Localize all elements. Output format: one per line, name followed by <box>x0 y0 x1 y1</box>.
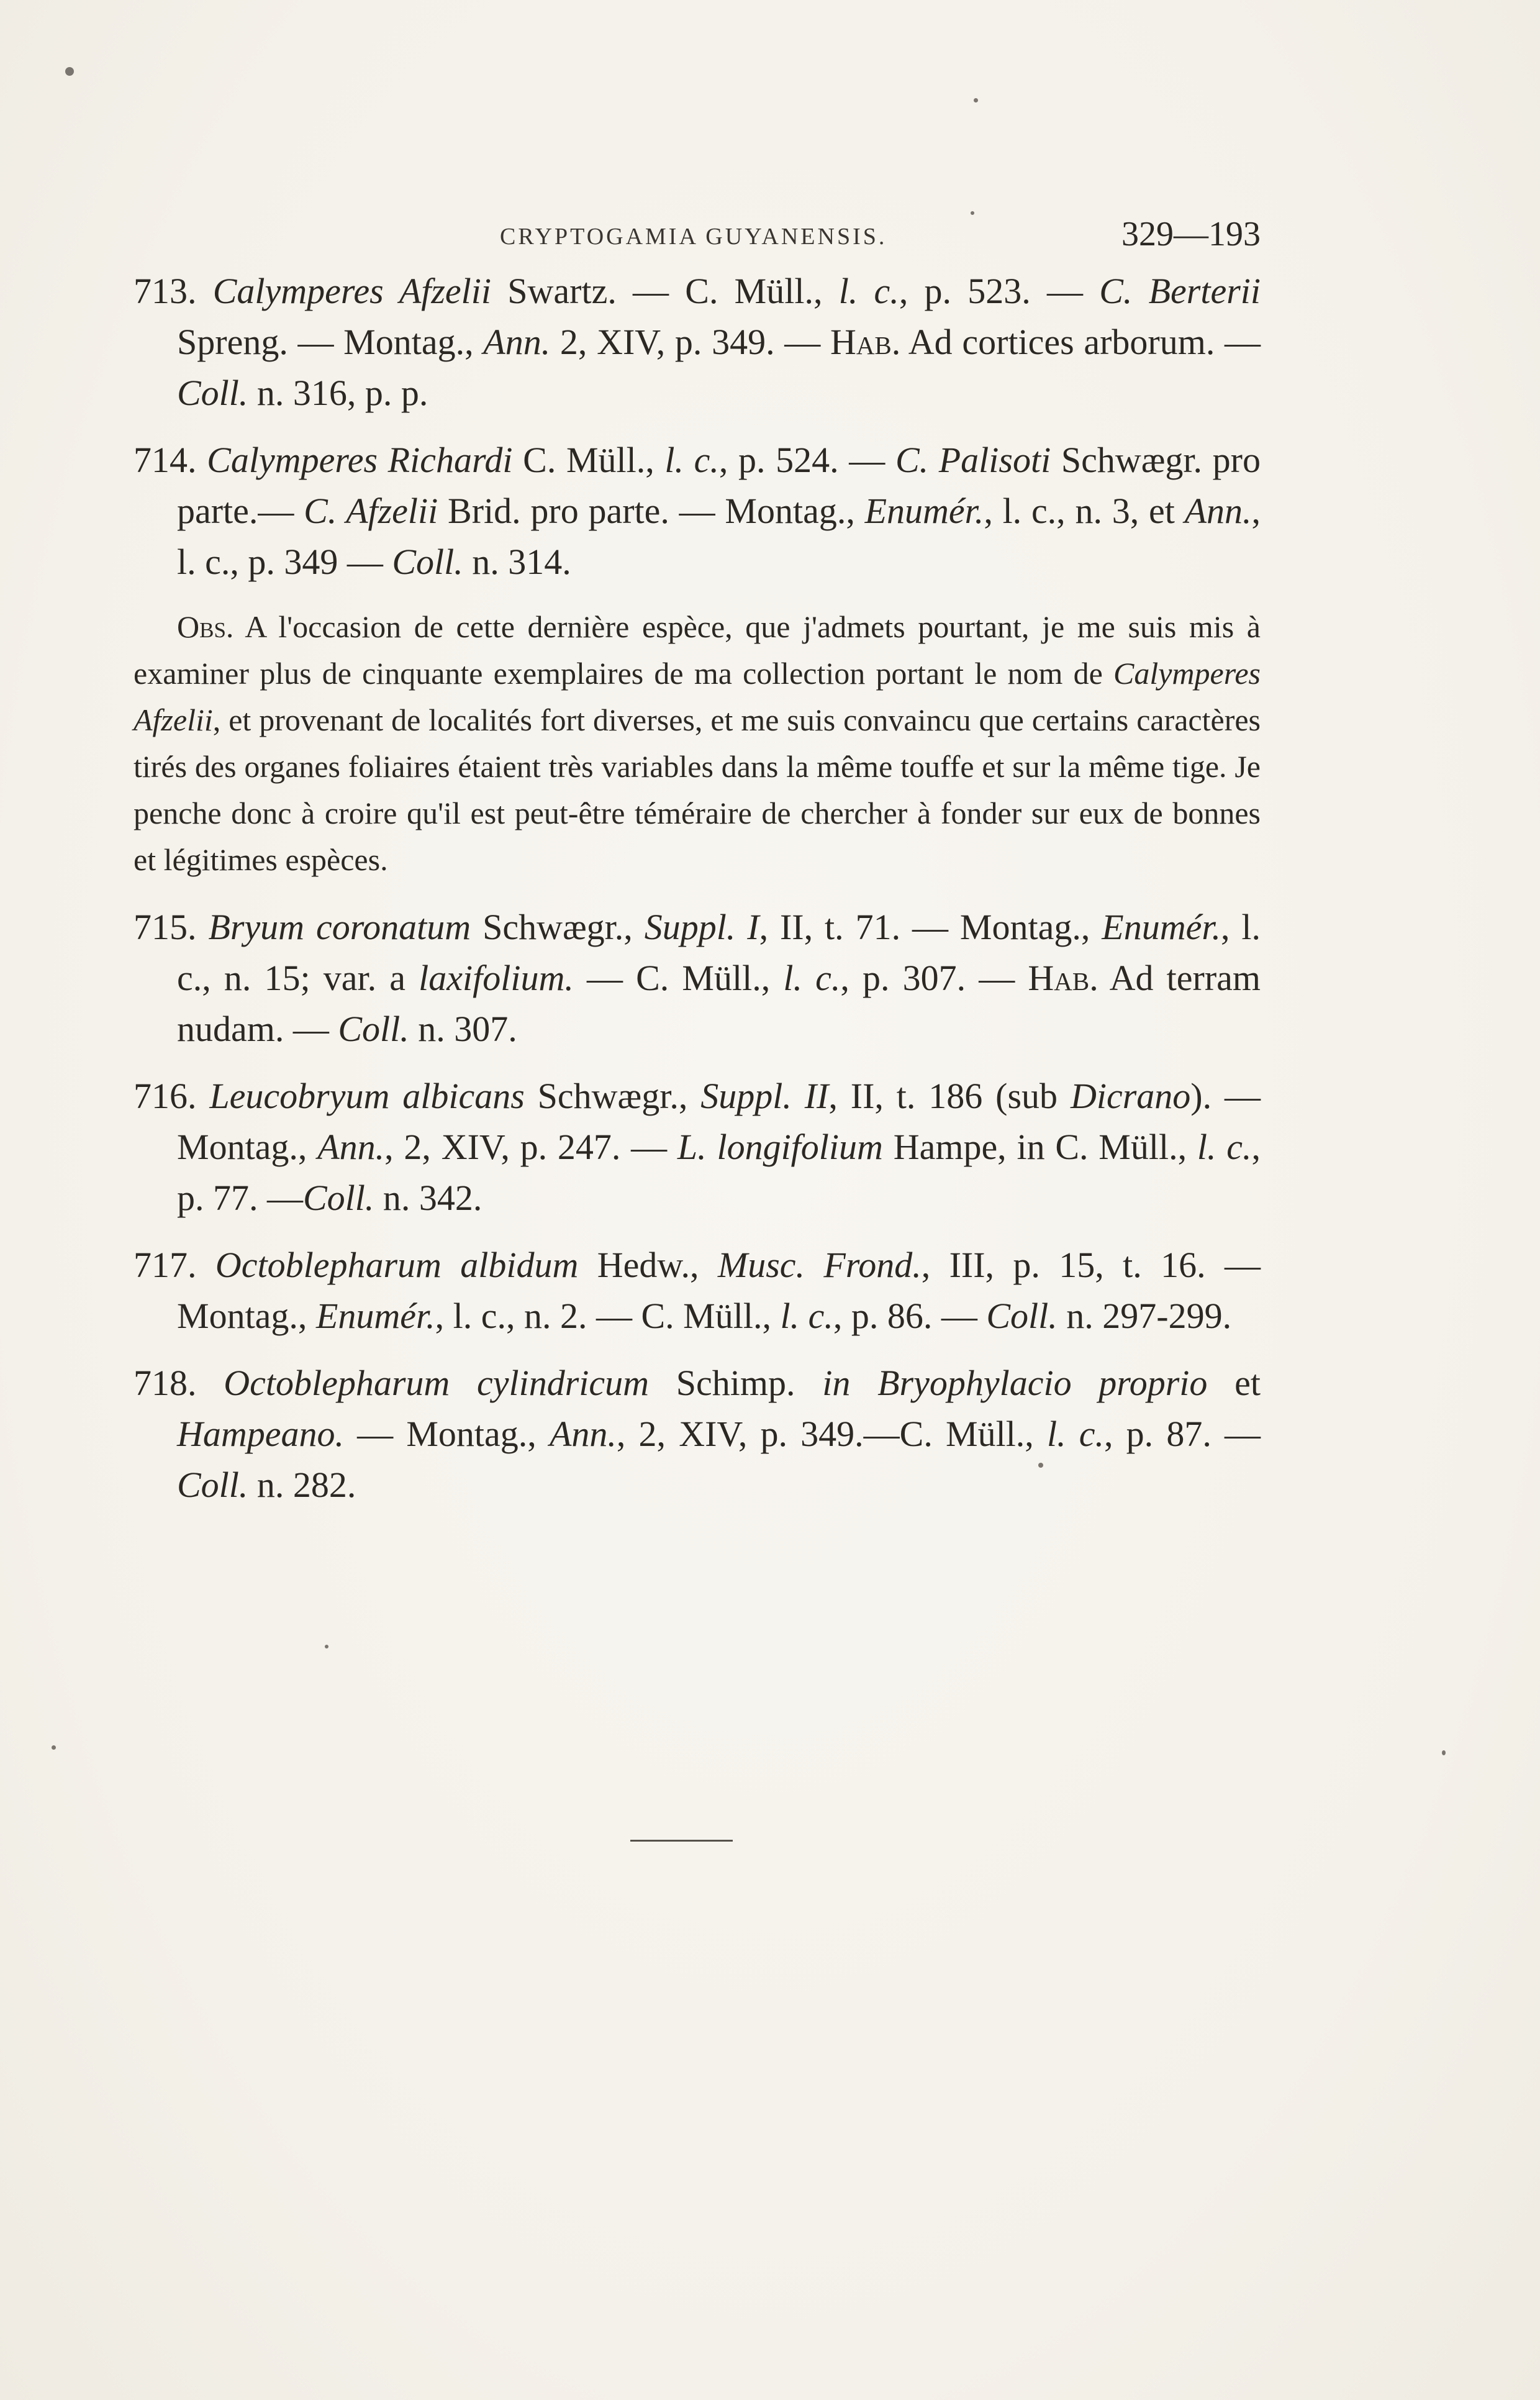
page-number: 329—193 <box>1121 215 1261 253</box>
text-run: , p. 77. — <box>177 1127 1261 1218</box>
text-run: Ad terram nudam. — <box>177 958 1261 1049</box>
text-run: 2, XIV, p. 349. — <box>550 322 830 362</box>
text-run: , 2, XIV, p. 349.—C. Müll., <box>616 1414 1047 1454</box>
species-entry <box>134 266 1261 419</box>
end-rule <box>630 1840 733 1842</box>
text-run: ). — Montag., <box>177 1076 1261 1167</box>
text-run: n. 314. <box>463 542 571 582</box>
ink-speck <box>325 1645 328 1648</box>
text-run: A l'occasion de cette dernière espèce, que j'admets pourtant, je me suis mis à examiner plus de cinquante exemplaires de ma collection portant le nom de <box>134 609 1261 691</box>
species-entry <box>134 1071 1261 1224</box>
running-title: CRYPTOGAMIA GUYANENSIS. <box>500 224 887 250</box>
entry-number: 718. <box>134 1363 197 1403</box>
italic-text: Coll. <box>177 373 248 413</box>
observation-note <box>134 604 1261 883</box>
italic-text: Enumér. <box>1102 907 1221 947</box>
italic-text: Musc. Frond. <box>717 1245 922 1285</box>
species-entry <box>134 902 1261 1055</box>
italic-text: Coll. <box>177 1465 248 1505</box>
italic-text: Coll. <box>338 1009 409 1049</box>
italic-text: Coll. <box>986 1296 1058 1336</box>
italic-text: in Bryophylacio proprio <box>822 1363 1208 1403</box>
text-run: Schwægr. pro parte.— <box>177 440 1261 531</box>
italic-text: Octoblepharum cylindricum <box>224 1363 650 1403</box>
italic-text: Dicrano <box>1070 1076 1191 1116</box>
italic-text: Bryum coronatum <box>208 907 471 947</box>
ink-speck <box>971 211 974 215</box>
text-run <box>197 440 207 480</box>
small-caps-text: Obs. <box>177 609 234 644</box>
text-run: n. 297-299. <box>1057 1296 1232 1336</box>
text-run: et <box>1207 1363 1261 1403</box>
italic-text: Enumér. <box>864 491 984 531</box>
text-run: , p. 87. — <box>1104 1414 1261 1454</box>
text-run: , II, t. 186 (sub <box>828 1076 1071 1116</box>
italic-text: Ann. <box>1184 491 1252 531</box>
text-run: C. Müll., <box>512 440 665 480</box>
text-run: Schwægr., <box>471 907 645 947</box>
text-run: , et provenant de localités fort diverses, et me suis convaincu que certains caractères tirés des organes foliaires étaient très variables dans la même touffe et sur la même tige. Je penche donc à croire qu'il est peut-être téméraire de chercher à fonder sur eux de bonnes et légitimes espèces. <box>134 702 1261 877</box>
italic-text: L. longifolium <box>677 1127 883 1167</box>
species-entry <box>134 1240 1261 1342</box>
entry-number: 715. <box>134 907 197 947</box>
ink-speck <box>52 1745 56 1750</box>
small-caps-text: Hab. <box>830 322 901 362</box>
italic-text: Suppl. II <box>700 1076 829 1116</box>
italic-text: Octoblepharum albidum <box>215 1245 579 1285</box>
text-run: n. 316, p. p. <box>248 373 428 413</box>
italic-text: l. c. <box>664 440 719 480</box>
italic-text: l. c. <box>783 958 841 998</box>
text-run <box>197 271 213 311</box>
text-run: , l. c., p. 349 — <box>177 491 1261 582</box>
text-run: — Montag., <box>344 1414 550 1454</box>
text-run: , l. c., n. 2. — C. Müll., <box>435 1296 781 1336</box>
italic-text: Hampeano. <box>177 1414 345 1454</box>
ink-speck <box>1442 1750 1446 1755</box>
text-run: , l. c., n. 3, et <box>984 491 1185 531</box>
italic-text: Leucobryum albicans <box>209 1076 525 1116</box>
ink-speck <box>974 98 978 102</box>
italic-text: laxifolium. <box>419 958 574 998</box>
text-run <box>197 1363 224 1403</box>
text-run: , p. 86. — <box>833 1296 987 1336</box>
small-caps-text: Hab. <box>1028 958 1098 998</box>
text-run: , III, p. 15, t. 16. — Montag., <box>177 1245 1261 1336</box>
species-entry <box>134 1358 1261 1511</box>
italic-text: l. c. <box>780 1296 833 1336</box>
ink-speck <box>65 67 74 76</box>
text-run <box>197 1245 215 1285</box>
italic-text: Enumér. <box>315 1296 435 1336</box>
italic-text: C. Berterii <box>1099 271 1261 311</box>
text-run: n. 342. <box>374 1178 482 1218</box>
italic-text: Coll. <box>392 542 463 582</box>
entry-number: 717. <box>134 1245 197 1285</box>
text-run: Schwægr., <box>524 1076 701 1116</box>
italic-text: Calymperes Richardi <box>207 440 513 480</box>
text-run <box>197 1076 210 1116</box>
text-run: n. 307. <box>409 1009 517 1049</box>
text-run: Swartz. — C. Müll., <box>491 271 839 311</box>
italic-text: Suppl. I <box>644 907 759 947</box>
entry-number: 716. <box>134 1076 197 1116</box>
italic-text: l. c. <box>1197 1127 1252 1167</box>
text-run: Brid. pro parte. — Montag., <box>438 491 865 531</box>
text-run: , p. 307. — <box>840 958 1028 998</box>
text-run: Ad cortices arborum. — <box>900 322 1261 362</box>
text-run: n. 282. <box>248 1465 356 1505</box>
italic-text: C. Afzelii <box>304 491 438 531</box>
text-run: , II, t. 71. — Montag., <box>759 907 1102 947</box>
italic-text: C. Palisoti <box>895 440 1051 480</box>
text-run: , p. 523. — <box>899 271 1100 311</box>
page-header <box>134 214 1261 258</box>
italic-text: Ann. <box>483 322 551 362</box>
italic-text: l. c. <box>838 271 899 311</box>
entry-number: 714. <box>134 440 197 480</box>
page-body <box>134 266 1261 1527</box>
italic-text: l. c. <box>1046 1414 1105 1454</box>
species-entry <box>134 435 1261 588</box>
italic-text: Ann. <box>317 1127 385 1167</box>
text-run: , p. 524. — <box>718 440 895 480</box>
italic-text: Calymperes Afzelii <box>134 656 1261 737</box>
ink-speck <box>1038 1463 1043 1468</box>
text-run: Hampe, in C. Müll., <box>882 1127 1197 1167</box>
text-run: , l. c., n. 15; var. a <box>177 907 1261 998</box>
text-run: Spreng. — Montag., <box>177 322 484 362</box>
italic-text: Ann. <box>549 1414 617 1454</box>
text-run <box>197 907 209 947</box>
text-run: — C. Müll., <box>573 958 784 998</box>
text-run: Schimp. <box>649 1363 823 1403</box>
italic-text: Coll. <box>303 1178 374 1218</box>
entry-number: 713. <box>134 271 197 311</box>
text-run: Hedw., <box>578 1245 718 1285</box>
text-run: , 2, XIV, p. 247. — <box>384 1127 677 1167</box>
italic-text: Calymperes Afzelii <box>212 271 492 311</box>
